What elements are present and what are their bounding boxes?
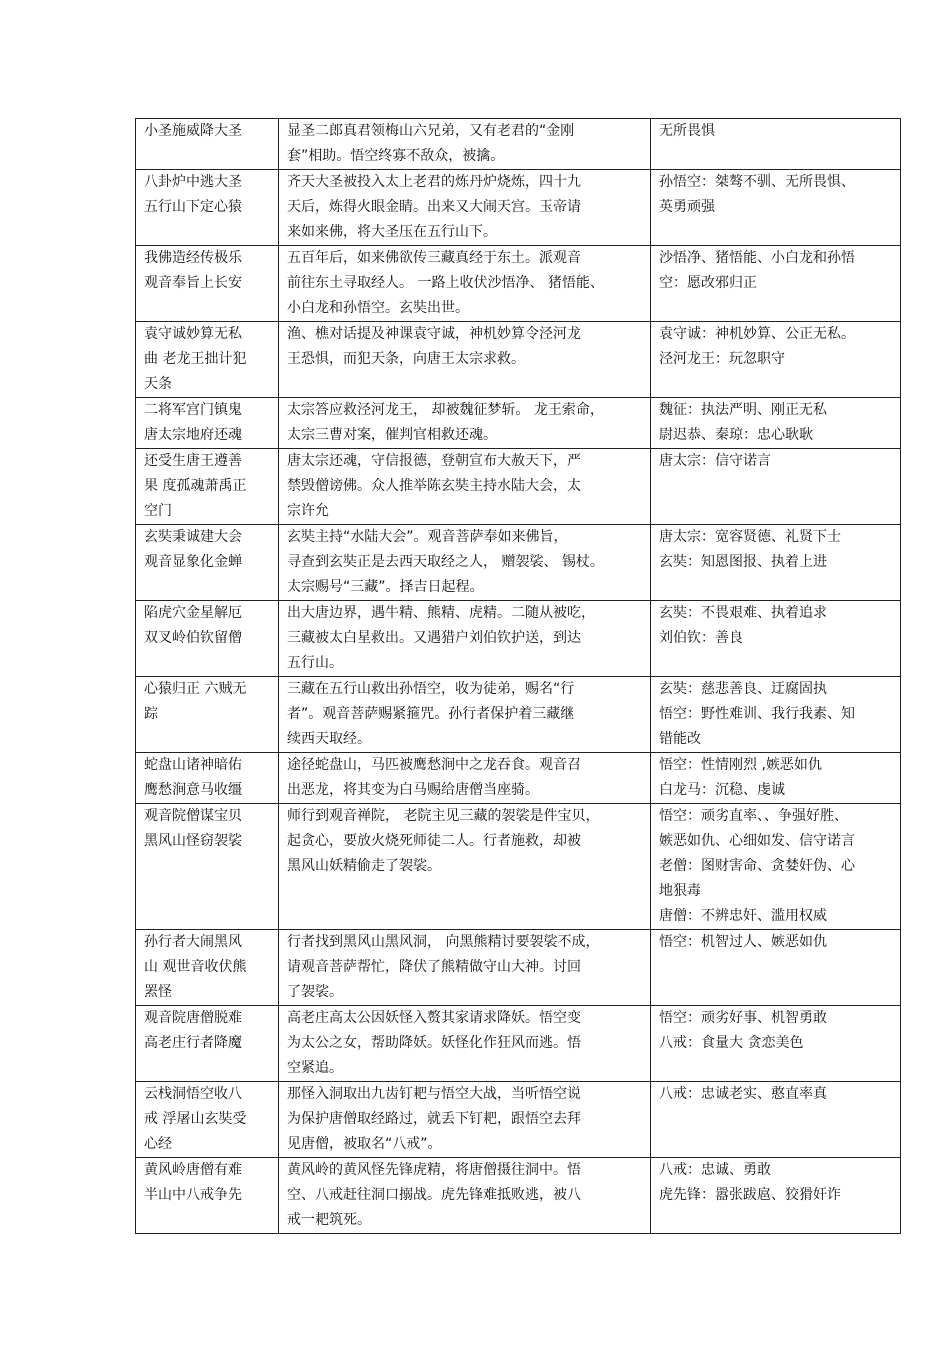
plot-summary-cell (279, 930, 651, 1006)
table-row (136, 753, 901, 804)
plot-summary-line: 小白龙和孙悟空。玄奘出世。 (287, 300, 469, 316)
chapter-title-line: 踪 (144, 706, 158, 722)
character-traits-line: 唐太宗：信守诺言 (659, 453, 771, 469)
chapter-title-cell (136, 398, 279, 449)
table-row (136, 246, 901, 322)
chapter-title-line: 陷虎穴金星解厄 (144, 605, 242, 621)
plot-summary-line: 三藏在五行山救出孙悟空，收为徒弟，赐名“行 (287, 681, 575, 697)
character-traits-cell (651, 601, 901, 677)
plot-summary-cell (279, 1082, 651, 1158)
chapter-title-line: 二将军宫门镇鬼 (144, 402, 242, 418)
chapter-title-line: 心猿归正 六贼无 (144, 681, 247, 697)
character-traits-line: 袁守诚：神机妙算、公正无私。 (659, 326, 855, 342)
chapter-title-cell (136, 119, 279, 170)
character-traits-line: 八戒：忠诚、勇敢 (659, 1162, 771, 1178)
chapter-title-cell (136, 804, 279, 930)
chapter-title-cell (136, 322, 279, 398)
plot-summary-line: 套”相助。悟空终寡不敌众，被擒。 (287, 148, 505, 164)
table-row (136, 1082, 901, 1158)
plot-summary-cell (279, 398, 651, 449)
chapter-title-line: 唐太宗地府还魂 (144, 427, 242, 443)
character-traits-cell (651, 525, 901, 601)
plot-summary-line: 那怪入洞取出九齿钉耙与悟空大战，当听悟空说 (287, 1086, 581, 1102)
chapter-title-line: 我佛造经传极乐 (144, 250, 242, 266)
chapter-title-line: 山 观世音收伏熊 (144, 959, 247, 975)
character-traits-line: 悟空：性情刚烈 ,嫉恶如仇 (659, 757, 822, 773)
chapter-title-line: 双叉岭伯钦留僧 (144, 630, 242, 646)
character-traits-cell (651, 398, 901, 449)
plot-summary-cell (279, 246, 651, 322)
chapter-title-line: 心经 (144, 1136, 172, 1152)
chapter-title-line: 观音显象化金蝉 (144, 554, 242, 570)
chapter-title-cell (136, 1082, 279, 1158)
chapter-title-line: 观音院唐僧脱难 (144, 1010, 242, 1026)
plot-summary-line: 齐天大圣被投入太上老君的炼丹炉烧炼，四十九 (287, 174, 581, 190)
plot-summary-line: 戒一耙筑死。 (287, 1212, 371, 1228)
plot-summary-line: 为保护唐僧取经路过，就丢下钉耙，跟悟空去拜 (287, 1111, 581, 1127)
character-traits-cell (651, 449, 901, 525)
chapter-title-cell (136, 170, 279, 246)
character-traits-line: 八戒：食量大 贪恋美色 (659, 1035, 804, 1051)
character-traits-line: 空：愿改邪归正 (659, 275, 757, 291)
table-row (136, 525, 901, 601)
plot-summary-cell (279, 322, 651, 398)
chapter-title-line: 天条 (144, 376, 172, 392)
character-traits-line: 八戒：忠诚老实、憨直率真 (659, 1086, 827, 1102)
chapter-title-line: 八卦炉中逃大圣 (144, 174, 242, 190)
plot-summary-line: 高老庄高太公因妖怪入赘其家请求降妖。悟空变 (287, 1010, 581, 1026)
character-traits-line: 英勇顽强 (659, 199, 715, 215)
plot-summary-line: 者”。观音菩萨赐紧箍咒。孙行者保护着三藏继 (287, 706, 575, 722)
plot-summary-line: 显圣二郎真君领梅山六兄弟，又有老君的“金刚 (287, 123, 575, 139)
character-traits-line: 唐僧：不辨忠奸、滥用权威 (659, 908, 827, 924)
plot-summary-line: 见唐僧，被取名“八戒”。 (287, 1136, 442, 1152)
table-row (136, 119, 901, 170)
table-row (136, 449, 901, 525)
plot-summary-cell (279, 449, 651, 525)
plot-summary-line: 出大唐边界，遇牛精、熊精、虎精。二随从被吃， (287, 605, 595, 621)
plot-summary-cell (279, 170, 651, 246)
character-traits-cell (651, 930, 901, 1006)
table-row (136, 170, 901, 246)
chapter-title-cell (136, 1158, 279, 1234)
plot-summary-line: 禁毁僧谤佛。众人推举陈玄奘主持水陆大会，太 (287, 478, 581, 494)
character-traits-cell (651, 119, 901, 170)
chapter-title-line: 蛇盘山诸神暗佑 (144, 757, 242, 773)
plot-summary-line: 空紧追。 (287, 1060, 343, 1076)
chapter-title-line: 戒 浮屠山玄奘受 (144, 1111, 247, 1127)
table-row (136, 677, 901, 753)
plot-summary-line: 太宗三曹对案，催判官相救还魂。 (287, 427, 497, 443)
plot-summary-cell (279, 1158, 651, 1234)
chapter-title-line: 袁守诚妙算无私 (144, 326, 242, 342)
plot-summary-line: 请观音菩萨帮忙，降伏了熊精做守山大神。讨回 (287, 959, 581, 975)
character-traits-cell (651, 677, 901, 753)
table-row (136, 804, 901, 930)
chapter-title-cell (136, 601, 279, 677)
chapter-title-cell (136, 246, 279, 322)
chapter-title-line: 鹰愁涧意马收缰 (144, 782, 242, 798)
story-table-body (136, 119, 901, 1234)
plot-summary-line: 了袈裟。 (287, 984, 343, 1000)
chapter-title-line: 小圣施威降大圣 (144, 123, 242, 139)
table-row (136, 601, 901, 677)
plot-summary-line: 太宗赐号“三藏”。择吉日起程。 (287, 579, 484, 595)
plot-summary-line: 前往东土寻取经人。 一路上收伏沙悟净、 猪悟能、 (287, 275, 604, 291)
plot-summary-line: 天后，炼得火眼金睛。出来又大闹天宫。玉帝请 (287, 199, 581, 215)
chapter-title-line: 还受生唐王遵善 (144, 453, 242, 469)
plot-summary-line: 黑风山妖精偷走了袈裟。 (287, 858, 441, 874)
character-traits-line: 错能改 (659, 731, 701, 747)
plot-summary-line: 太宗答应救泾河龙王， 却被魏征梦斩。 龙王索命， (287, 402, 604, 418)
character-traits-line: 玄奘：知恩图报、执着上进 (659, 554, 827, 570)
plot-summary-line: 五行山。 (287, 655, 343, 671)
plot-summary-line: 宗许允 (287, 503, 329, 519)
character-traits-cell (651, 1158, 901, 1234)
plot-summary-line: 王恐惧，而犯天条，向唐王太宗求救。 (287, 351, 525, 367)
plot-summary-cell (279, 525, 651, 601)
plot-summary-line: 渔、樵对话提及神课袁守诚，神机妙算令泾河龙 (287, 326, 581, 342)
plot-summary-line: 途径蛇盘山，马匹被鹰愁涧中之龙吞食。观音召 (287, 757, 581, 773)
chapter-title-cell (136, 930, 279, 1006)
plot-summary-cell (279, 119, 651, 170)
chapter-title-line: 果 度孤魂萧禹正 (144, 478, 247, 494)
character-traits-cell (651, 1006, 901, 1082)
plot-summary-line: 为太公之女，帮助降妖。妖怪化作狂风而逃。悟 (287, 1035, 581, 1051)
plot-summary-cell (279, 753, 651, 804)
plot-summary-line: 空、八戒赶往洞口搦战。虎先锋难抵败逃，被八 (287, 1187, 581, 1203)
plot-summary-line: 出恶龙，将其变为白马赐给唐僧当座骑。 (287, 782, 539, 798)
plot-summary-cell (279, 677, 651, 753)
chapter-title-cell (136, 449, 279, 525)
chapter-title-line: 五行山下定心猿 (144, 199, 242, 215)
character-traits-line: 沙悟净、猪悟能、小白龙和孙悟 (659, 250, 855, 266)
plot-summary-cell (279, 804, 651, 930)
table-row (136, 930, 901, 1006)
plot-summary-line: 黄风岭的黄风怪先锋虎精，将唐僧摄往洞中。悟 (287, 1162, 581, 1178)
character-traits-line: 玄奘：慈悲善良、迂腐固执 (659, 681, 827, 697)
plot-summary-line: 五百年后，如来佛欲传三藏真经于东土。派观音 (287, 250, 581, 266)
character-traits-line: 悟空：野性难训、我行我素、知 (659, 706, 855, 722)
chapter-title-cell (136, 677, 279, 753)
chapter-title-line: 曲 老龙王拙计犯 (144, 351, 247, 367)
character-traits-line: 唐太宗：宽容贤德、礼贤下士 (659, 529, 841, 545)
character-traits-line: 尉迟恭、秦琼：忠心耿耿 (659, 427, 813, 443)
table-row (136, 322, 901, 398)
plot-summary-line: 续西天取经。 (287, 731, 371, 747)
table-row (136, 1158, 901, 1234)
chapter-title-line: 半山中八戒争先 (144, 1187, 242, 1203)
plot-summary-line: 起贪心，要放火烧死师徒二人。行者施救，却被 (287, 833, 581, 849)
chapter-title-line: 云栈洞悟空收八 (144, 1086, 242, 1102)
character-traits-line: 白龙马：沉稳、虔诚 (659, 782, 785, 798)
chapter-title-line: 黑风山怪窃袈裟 (144, 833, 242, 849)
character-traits-line: 魏征：执法严明、刚正无私 (659, 402, 827, 418)
chapter-title-line: 孙行者大闹黑风 (144, 934, 242, 950)
plot-summary-line: 三藏被太白星救出。又遇猎户刘伯钦护送，到达 (287, 630, 581, 646)
character-traits-line: 悟空：顽劣直率、、争强好胜、 (659, 808, 848, 824)
chapter-title-line: 高老庄行者降魔 (144, 1035, 242, 1051)
chapter-title-line: 罴怪 (144, 984, 172, 1000)
chapter-title-line: 玄奘秉诚建大会 (144, 529, 242, 545)
character-traits-cell (651, 170, 901, 246)
chapter-title-line: 空门 (144, 503, 172, 519)
character-traits-line: 地狠毒 (659, 883, 701, 899)
character-traits-cell (651, 753, 901, 804)
character-traits-line: 玄奘：不畏艰难、执着追求 (659, 605, 827, 621)
table-row (136, 1006, 901, 1082)
character-traits-line: 虎先锋：嚣张跋扈、狡猾奸诈 (659, 1187, 841, 1203)
character-traits-line: 悟空：机智过人、嫉恶如仇 (659, 934, 827, 950)
plot-summary-cell (279, 601, 651, 677)
story-table (135, 118, 901, 1234)
character-traits-line: 老僧：图财害命、贪婪奸伪、心 (659, 858, 855, 874)
chapter-title-line: 观音院僧谋宝贝 (144, 808, 242, 824)
character-traits-line: 泾河龙王：玩忽职守 (659, 351, 785, 367)
plot-summary-line: 行者找到黑风山黑风洞， 向黑熊精讨要袈裟不成， (287, 934, 600, 950)
character-traits-line: 刘伯钦：善良 (659, 630, 743, 646)
character-traits-line: 孙悟空：桀骜不驯、无所畏惧、 (659, 174, 855, 190)
character-traits-line: 悟空：顽劣好事、机智勇敢 (659, 1010, 827, 1026)
plot-summary-line: 来如来佛，将大圣压在五行山下。 (287, 224, 497, 240)
character-traits-line: 嫉恶如仇、心细如发、信守诺言 (659, 833, 855, 849)
chapter-title-cell (136, 1006, 279, 1082)
plot-summary-line: 寻查到玄奘正是去西天取经之人， 赠袈裟、 锡杖。 (287, 554, 604, 570)
chapter-title-line: 黄风岭唐僧有难 (144, 1162, 242, 1178)
chapter-title-cell (136, 753, 279, 804)
chapter-title-cell (136, 525, 279, 601)
character-traits-cell (651, 322, 901, 398)
character-traits-cell (651, 1082, 901, 1158)
character-traits-cell (651, 246, 901, 322)
plot-summary-line: 玄奘主持“水陆大会”。观音菩萨奉如来佛旨， (287, 529, 568, 545)
character-traits-cell (651, 804, 901, 930)
table-row (136, 398, 901, 449)
character-traits-line: 无所畏惧 (659, 123, 715, 139)
plot-summary-line: 唐太宗还魂，守信报德，登朝宣布大赦天下，严 (287, 453, 581, 469)
plot-summary-cell (279, 1006, 651, 1082)
plot-summary-line: 师行到观音禅院， 老院主见三藏的袈裟是件宝贝， (287, 808, 600, 824)
chapter-title-line: 观音奉旨上长安 (144, 275, 242, 291)
